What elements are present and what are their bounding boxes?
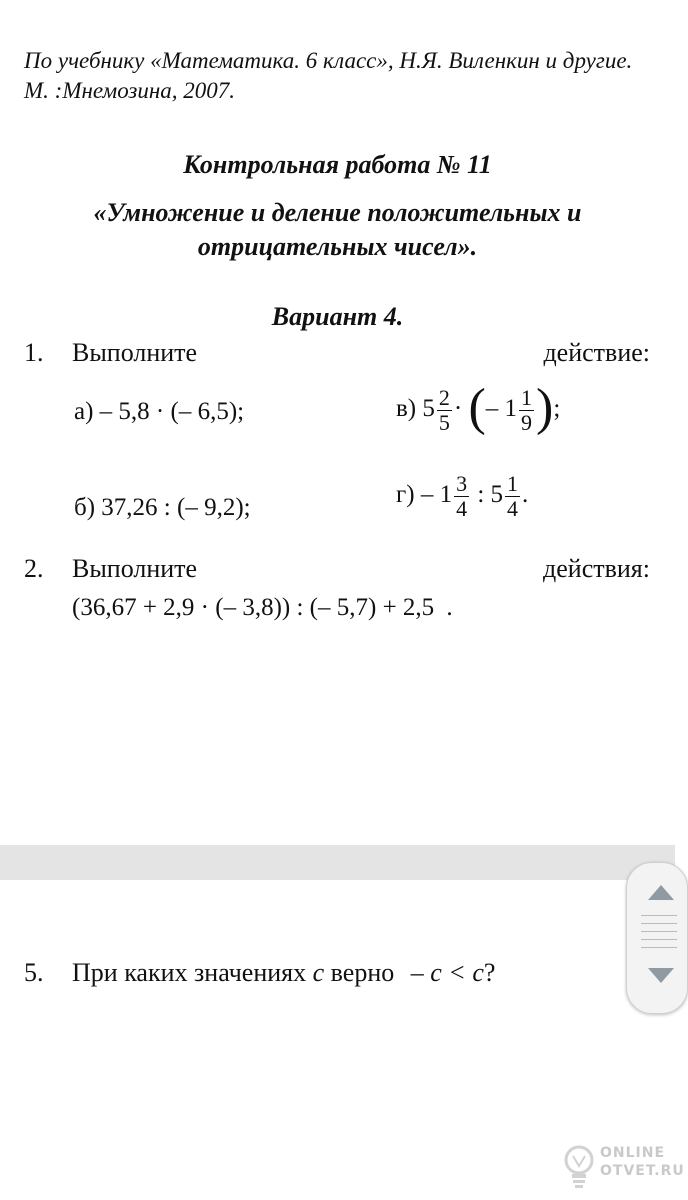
- task-1v: [396, 378, 560, 437]
- item-label: а): [74, 398, 94, 425]
- grip-line: [641, 947, 677, 948]
- end-mark: ?: [483, 958, 496, 987]
- fraction: [505, 472, 520, 521]
- task-1-heading: [24, 338, 650, 372]
- end-mark: ;: [553, 395, 561, 422]
- watermark-logo: [560, 1140, 685, 1196]
- task-5-text: [72, 958, 495, 988]
- paren-open: (: [468, 379, 486, 436]
- whole-part: 5: [422, 395, 435, 422]
- task-2-heading: [24, 554, 650, 588]
- task-word: действие:: [543, 338, 650, 367]
- denominator: 4: [456, 496, 468, 521]
- task-2-expression: [72, 594, 453, 622]
- end-mark: .: [446, 594, 453, 621]
- fraction: [454, 472, 469, 521]
- triangle-down-icon[interactable]: [647, 967, 675, 985]
- denominator: 4: [507, 496, 519, 521]
- lightbulb-icon: [562, 1142, 596, 1192]
- watermark-text: [600, 1144, 685, 1180]
- whole-part: – 1: [420, 481, 453, 509]
- task-5: [24, 958, 624, 992]
- end-mark: .: [522, 481, 529, 509]
- page-gap: [0, 845, 675, 880]
- operator: :: [477, 481, 485, 509]
- topic-title: «Умножение и деление положительных и отрицательных чисел».: [93, 198, 582, 261]
- grip-line: [641, 923, 677, 924]
- grip-line: [641, 939, 677, 940]
- numerator: 1: [521, 384, 533, 410]
- triangle-up-icon[interactable]: [647, 883, 675, 901]
- task-word: действия:: [543, 554, 650, 583]
- expression: (36,67 + 2,9 · (– 3,8)) : (– 5,7) + 2,5: [72, 594, 435, 621]
- item-label: в): [396, 395, 417, 422]
- denominator: 5: [438, 409, 450, 435]
- watermark-line-1: ONLINE: [600, 1145, 666, 1161]
- page-scroll-control[interactable]: [626, 862, 688, 1014]
- grip-line: [641, 931, 677, 932]
- fraction: [437, 386, 452, 435]
- numerator: 3: [456, 471, 468, 496]
- task-verb: Выполните: [72, 338, 198, 367]
- variable: c: [312, 958, 325, 987]
- inequality: – c < c: [410, 958, 484, 987]
- task-1g: [396, 472, 528, 521]
- task-1b: [74, 494, 251, 522]
- task-text: При каких значениях: [72, 958, 307, 987]
- source-reference: По учебнику «Математика. 6 класс», Н.Я. Виленкин и другие. М. :Мнемозина, 2007.: [24, 48, 633, 103]
- watermark-line-2: OTVET.RU: [600, 1163, 685, 1179]
- variant-title: Вариант 4.: [271, 302, 404, 331]
- denominator: 9: [521, 409, 533, 435]
- paren-close: ): [536, 379, 554, 436]
- task-text-2: верно: [330, 958, 395, 987]
- task-verb: Выполните: [72, 554, 198, 583]
- work-title: Контрольная работа № 11: [183, 150, 492, 179]
- numerator: 1: [507, 471, 519, 496]
- grip-line: [641, 915, 677, 916]
- operator: ·: [453, 395, 463, 422]
- numerator: 2: [438, 384, 450, 410]
- expression: – 5,8 · (– 6,5);: [99, 398, 245, 425]
- item-label: б): [74, 494, 96, 521]
- item-label: г): [396, 481, 415, 509]
- inner-whole: – 1: [485, 395, 518, 422]
- task-number: 1.: [24, 338, 44, 367]
- expression: 37,26 : (– 9,2);: [101, 494, 251, 521]
- inner-fraction: [519, 386, 534, 435]
- task-number: 5.: [24, 958, 44, 987]
- task-number: 2.: [24, 554, 44, 583]
- whole-part: 5: [490, 481, 504, 509]
- task-1a: [74, 398, 244, 426]
